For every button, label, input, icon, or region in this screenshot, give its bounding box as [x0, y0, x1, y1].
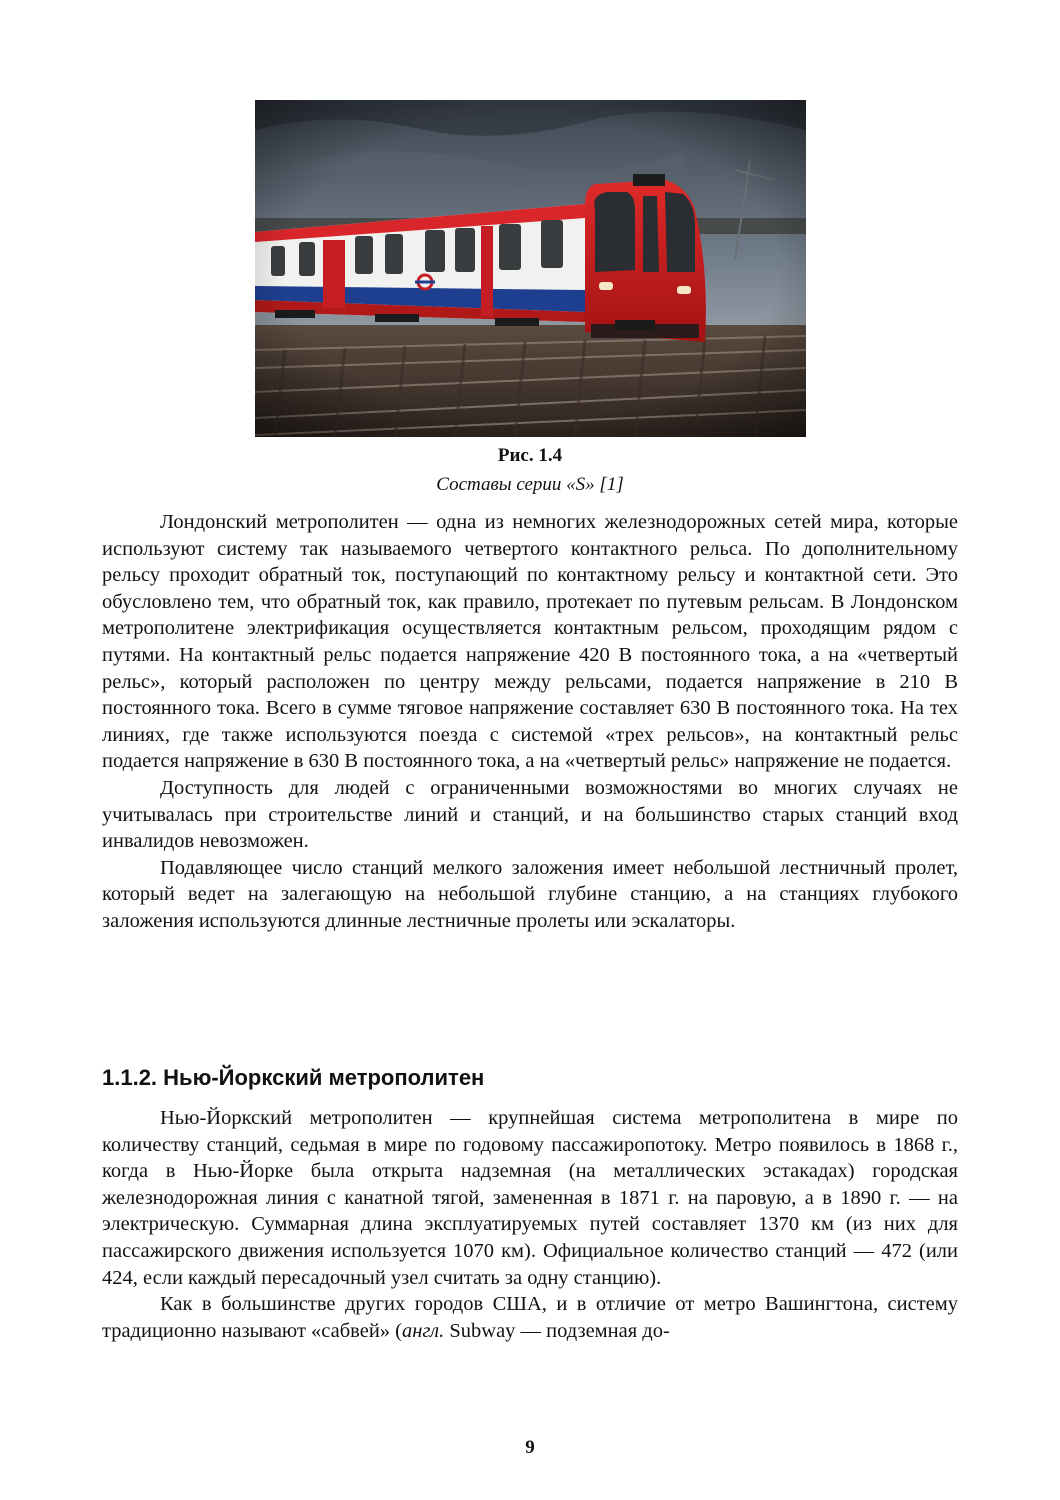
text-block-top: [102, 509, 958, 935]
figure-title: Составы серии «S» [1]: [436, 474, 624, 495]
train-photo: [255, 100, 806, 437]
paragraph: Лондонский метрополитен — одна из немногих железнодорожных сетей мира, которые используют систему так называемого четвертого контактного рельса. По дополнительному рельсу проходит обратный ток, поступающий по контактному рельсу и контактной сети. Это обусловлено тем, что обратный ток, как правило, протекает по путевым рельсам. В Лондонском метрополитене электрификация осуществляется контактным рельсом, проходящим рядом с путями. На контактный рельс подается напряжение 420 В постоянного тока, а на «четвертый рельс», который расположен по центру между рельсами, подается напряжение в 210 В постоянного тока. Всего в сумме тяговое напряжение составляет 630 В постоянного тока. На тех линиях, где также используются поезда с системой «трех рельсов», на контактный рельс подается напряжение в 630 В постоянного тока, а на «четвертый рельс» напряжение не подается.: [102, 511, 958, 773]
text-segment: Как в большинстве других городов США, и в отличие от метро Вашингтона, систему традиционно называют «сабвей» (: [102, 1293, 958, 1342]
figure-label: Рис. 1.4: [497, 445, 563, 466]
abbreviation: англ.: [402, 1319, 445, 1342]
paragraph: Подавляющее число станций мелкого заложения имеет небольшой лестничный пролет, который ведет на залегающую на небольшой глубине станцию, а на станциях глубокого заложения используются длинные лестничные пролеты или эскалаторы.: [102, 856, 958, 932]
text-segment: Subway — подземная до-: [444, 1319, 670, 1342]
section-heading: 1.1.2. Нью-Йоркский метрополитен: [102, 1065, 485, 1090]
paragraph: Доступность для людей с ограниченными возможностями во многих случаях не учитывалась при строительстве линий и станций, и на большинство старых станций вход инвалидов невозможен.: [102, 776, 958, 853]
paragraph-last: [102, 1291, 958, 1344]
page-number: 9: [525, 1437, 535, 1458]
paragraph: Нью-Йоркский метрополитен — крупнейшая система метрополитена в мире по количеству станций, седьмая в мире по годовому пассажиропотоку. Метро появилось в 1868 г., когда в Нью-Йорке была открыта надземная (на металлических эстакадах) городская железнодорожная линия с канатной тягой, замененная в 1871 г. на паровую, а в 1890 г. — на электрическую. Суммарная длина эксплуатируемых путей составляет 1370 км (из них для пассажирского движения используется 1070 км). Официальное количество станций — 472 (или 424, если каждый пересадочный узел считать за одну станцию).: [102, 1107, 958, 1289]
text-block-bottom: [102, 1105, 958, 1344]
